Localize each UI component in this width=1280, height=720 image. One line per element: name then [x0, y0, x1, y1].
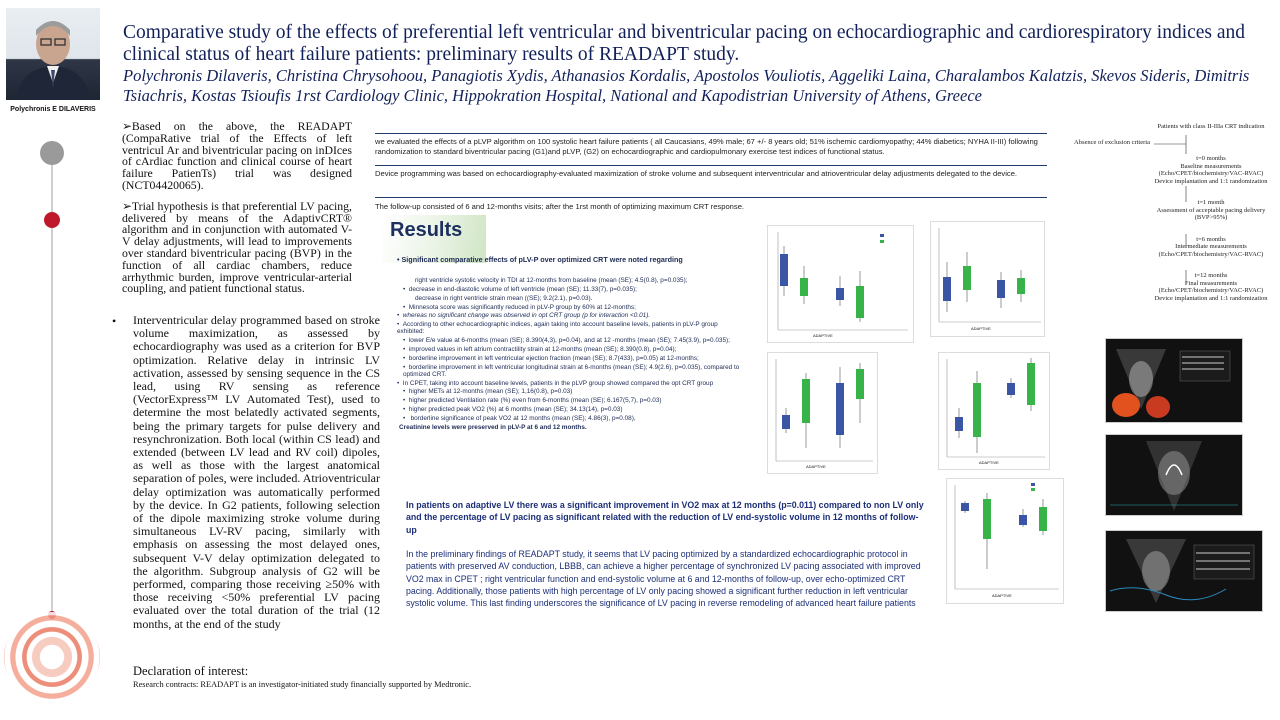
intro-section	[122, 121, 352, 304]
methods-bullet: •	[112, 314, 117, 328]
results-list	[397, 256, 743, 432]
boxplot-1-xlabel: ADAPTIVE	[813, 333, 833, 338]
boxplot-1	[767, 225, 914, 343]
flow-t1: t=1 month	[1197, 199, 1225, 206]
result-item: • In CPET, taking into account baseline levels, patients in the pLVP group showed compared the opt CRT group	[397, 379, 714, 387]
flow-t0-implant: Device implantation and 1:1 randomization	[1154, 177, 1268, 185]
result-item: • decrease in end-diastolic volume of left ventricle (mean (SE); 11.33(7), p=0.035);	[403, 286, 637, 293]
flow-t12-measure: Final measurements (Echo/CPET/biochemistry/VAC-RVAC)	[1158, 279, 1264, 294]
intro-paragraph-2: ➢Trial hypothesis is that preferential LV pacing, delivered by means of the AdaptivCRT® algorithm and in conjunction with automated V-V delay adjustments, will lead to improvements over standard biventricular pacing (BVP) in the function of all cardiac chambers, reduce arrhythmic burden, improve ventricular-arterial coupling, and patient functional status.	[122, 198, 352, 296]
echo-heart-icon	[1106, 339, 1242, 422]
boxplot-2-xlabel: ADAPTIVE	[971, 326, 991, 331]
boxplot-4-xlabel: ADAPTIVE	[979, 460, 999, 465]
flow-exclusion: Absence of exclusion criteria	[1074, 138, 1150, 146]
declaration-title: Declaration of interest:	[133, 664, 249, 678]
conclusion-text: In the preliminary findings of READAPT study, it seems that LV pacing optimized by a standardized echocardiographic protocol in patients with preserved AV conduction, LBBB, can achieve a higher percentage of synchronized LV pacing associated with improved VO2 max in CPET ; right ventricular function and end-systolic volume at 6 and 12-months of follow-up, over echo-optimized CRT pacing. Additionally, those patients with high percentage of LV only pacing showed a significant further reduction in left ventricular systolic volume. This last finding underscores the significance of LV pacing in reverse remodeling of advanced heart failure patients	[406, 549, 921, 609]
boxplot-5	[946, 478, 1064, 604]
boxplot-2	[930, 221, 1045, 337]
result-item: • borderline improvement in left ventricular ejection fraction (mean (SE); 8.7(433), p=0.05) at 12-months;	[403, 354, 699, 362]
flow-t12-implant: Device implantation and 1:1 randomization	[1154, 294, 1268, 302]
poster-authors: Polychronis Dilaveris, Christina Chrysohoou, Panagiotis Xydis, Athanasios Kordalis, Apostolos Vouliotis, Aggeliki Laina, Charalambos Kalatzis, Skevos Sideris, Dimitris Tsiachris, Kostas Tsioufis 1rst Cardiology Clinic, Hippokration Hospital, National and Kapodistrian University of Athens, Greece	[123, 66, 1250, 105]
boxplot-4-svg	[939, 353, 1049, 469]
boxplot-3-svg	[768, 353, 877, 473]
result-item: • higher METs at 12-months (mean (SE); 1,16(0.8), p=0.03)	[403, 388, 573, 396]
intro-paragraph-1: ➢Based on the above, the READAPT (CompaRative trial of the Effects of left ventricul Ar and biventricular pacing on inDIces of cArdiac function and clinical course of heart failure PatienTs) trial was designed (NCT04420065).	[122, 119, 352, 192]
flow-t6-measure: Intermediate measurements (Echo/CPET/biochemistry/VAC-RVAC)	[1158, 243, 1264, 258]
result-item: • improved values in left atrium contractility strain at 12-months (mean (SE); 8.390(0.8), p=0.04);	[403, 345, 677, 353]
presenter-name: Polychronis E DILAVERIS	[10, 106, 96, 113]
timeline-dot-grey	[40, 141, 64, 165]
echo-image-1	[1105, 338, 1243, 423]
result-item: • higher predicted peak VO2 (%) at 6 months (mean (SE); 34.13(14), p=0.03)	[403, 405, 623, 413]
flow-t0: t=0 months	[1196, 155, 1226, 162]
result-item: right ventricle systolic velocity in TDI at 12-months from baseline (mean (SE); 4.5(0.8), p=0.035);	[415, 277, 688, 285]
result-item: • borderline significance of peak VO2 at 12 months (mean (SE); 4.86(3), p=0.08),	[403, 414, 636, 422]
result-item: • According to other echocardiographic indices, again taking into account baseline levels, patients in pLV-P group exhibited:	[397, 321, 718, 336]
echo-heart-icon	[1106, 435, 1242, 515]
boxplot-2-svg	[931, 222, 1044, 336]
echo-image-3	[1105, 530, 1263, 612]
timeline-dot-red	[44, 212, 60, 228]
boxplot-3	[767, 352, 878, 474]
poster-title: Comparative study of the effects of preferential left ventricular and biventricular pacing on echocardiographic and cardiorespiratory indices and clinical status of heart failure patients: preliminary results of READAPT study.	[123, 22, 1246, 65]
result-item: • whereas no significant change was observed in opt CRT group (p for interaction <0.01).	[397, 312, 651, 320]
flow-t6: t=6 months	[1196, 235, 1226, 243]
boxplot-5-xlabel: ADAPTIVE	[992, 593, 1012, 598]
presenter-photo	[6, 8, 100, 100]
boxplot-3-xlabel: ADAPTIVE	[806, 464, 826, 469]
results-title: Results	[390, 219, 463, 241]
result-item: • Minnesota score was significantly reduced in pLV-P group by 60% at 12-months;	[403, 303, 636, 311]
presenter-portrait-icon	[6, 8, 100, 100]
device-programming-box: Device programming was based on echocardiography-evaluated maximization of stroke volume and subsequent interventricular and atrioventricular delay adjustments delegated to the device.	[375, 165, 1047, 193]
result-item: decrease in right ventricle strain mean ((SE); 9.2(2.1), p=0.03).	[415, 294, 593, 302]
boxplot-5-svg	[947, 479, 1063, 603]
study-population-box: we evaluated the effects of a pLVP algorithm on 100 systolic heart failure patients ( all Caucasians, 49% male; 67 +/- 8 years old; 51% ischemic cardiomyopathy; 44% diabetics; NYHA II-III) following randomization to standard biventricular pacing (G1)and pLVP, (G2) on echocardiographic and cardiopulmonary exercise test indices of functional status.	[375, 133, 1047, 159]
results-heading: • Significant comparative effects of pLV-P over optimized CRT were noted regarding	[397, 255, 683, 264]
result-item: • lower E/e value at 6-months (mean (SE); 8.390(4,3), p=0.04), and at 12 -months (mean (SE); 7.45(3.9), p=0.035);	[403, 337, 730, 345]
flow-start: Patients with class II-IIIa CRT indication	[1157, 123, 1265, 130]
boxplot-1-svg	[768, 226, 913, 342]
flowchart-arrows	[1150, 130, 1270, 310]
result-item: • borderline improvement in left ventricular longitudinal strain at 6-months (mean (SE); 4.9(2.6), p=0.035), compared to optimized CRT.	[403, 363, 740, 378]
follow-up-box: The follow-up consisted of 6 and 12-months visits; after the 1rst month of optimizing maximum CRT response.	[375, 197, 1047, 212]
boxplot-4	[938, 352, 1050, 470]
flow-t1-assess: Assessment of acceptable pacing delivery	[1156, 206, 1266, 214]
flow-t12: t=12 months	[1194, 272, 1228, 279]
echo-heart-icon	[1106, 531, 1262, 611]
echo-image-2	[1105, 434, 1243, 516]
flow-t1-bvp: (BVP>95%)	[1194, 214, 1228, 221]
methods-text: Interventricular delay programmed based on stroke volume maximization, as assessed by echocardiography was used as a criterion for BVP optimization. Relative delay in intrinsic LV activation, assessed by sensing sequence in the CS lead, using RV sensing as reference (VectorExpress™ LV Automated Test), used to determine the most belatedly activated segments, being the primary targets for pulse delivery and resynchronization. Both local (within CS lead) and extended (between LV lead and RV coil) dipoles, as well as those with the largest anatomical separation of poles, were included. Atrioventricular delay optimization was automatically performed by the device. In G2 patients, following selection of the dipole maximizing stroke volume during simultaneous LV-RV pacing, similarly with emphasis on assessing the most delayed ones, subsequent V-V delay optimization delegated to the algorithm. Subgroup analysis of G2 will be performed, comparing those receiving ≥50% with those receiving <50% preferential LV pacing evaluated over the total duration of the trial (12 months, at the end of the study	[133, 313, 380, 631]
result-item: • higher predicted Ventilation rate (%) even from 6-months (mean (SE); 6.167(5,7), p=0.03)	[403, 397, 662, 405]
decorative-swirl-icon	[4, 612, 100, 702]
declaration-text: Research contracts: READAPT is an investigator-initiated study financially supported by Medtronic.	[133, 680, 472, 689]
significant-finding: In patients on adaptive LV there was a significant improvement in VO2 max at 12 months (p=0.011) compared to non LV only and the percentage of LV pacing as significant related with the reduction of LV end-systolic volume in 12 months of follow-up	[406, 500, 924, 535]
result-item: Creatinine levels were preserved in pLV-P at 6 and 12 months.	[399, 423, 587, 431]
flow-t0-baseline: Baseline measurements (Echo/CPET/biochemistry/VAC-RVAC)	[1158, 162, 1264, 177]
